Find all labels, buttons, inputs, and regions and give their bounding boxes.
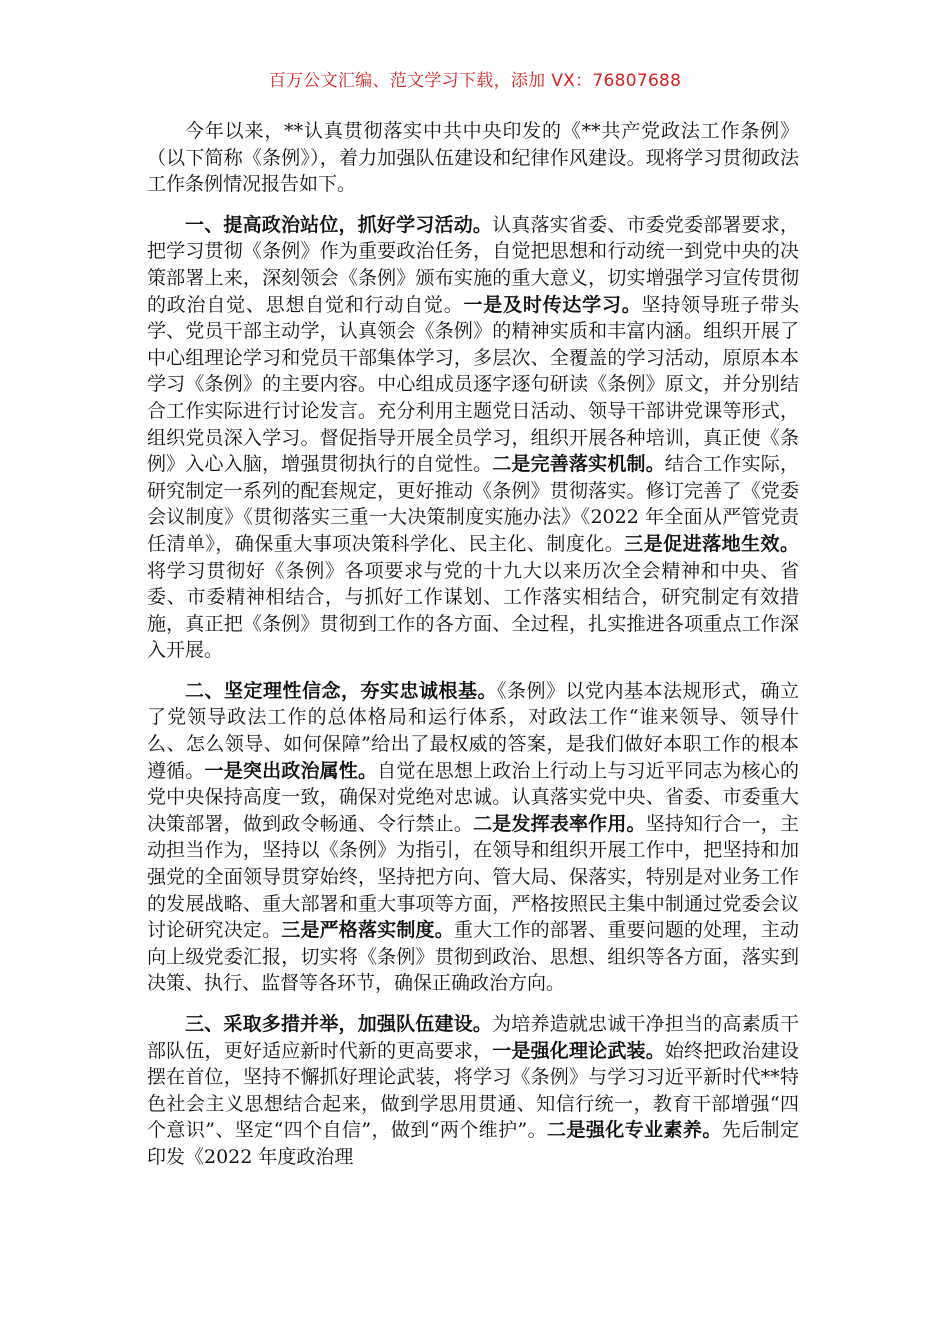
subpoint-heading: 三是严格落实制度。 [281, 919, 454, 942]
subpoint-heading: 二是完善落实机制。 [492, 453, 665, 476]
paragraph-text: 重大工作的部署、重要问题的处理，主动向上级党委汇报，切实将《条例》贯彻到政治、思想、组织等各方面，落实到决策、执行、监督等各环节，确保正确政治方向。 [147, 919, 799, 995]
paragraph-section-1 [147, 212, 799, 664]
paragraph-text: 始终把政治建设摆在首位，坚持不懈抓好理论武装，将学习《条例》与学习习近平新时代**特色社会主义思想结合起来，做到学思用贯通、知信行统一，教育干部增强“四个意识”、坚定“四个自信”，做到“两个维护”。 [147, 1039, 799, 1142]
paragraph-text: 《条例》以党内基本法规形式，确立了党领导政法工作的总体格局和运行体系，对政法工作“谁来领导、领导什么、怎么领导、如何保障”给出了最权威的答案，是我们做好本职工作的根本遵循。 [147, 679, 799, 782]
paragraph-text: 自觉在思想上政治上行动上与习近平同志为核心的党中央保持高度一致，确保对党绝对忠诚。认真落实党中央、省委、市委重大决策部署，做到政令畅通、令行禁止。 [147, 759, 799, 835]
subpoint-heading: 二是发挥表率作用。 [473, 812, 646, 835]
paragraph-text: 结合工作实际，研究制定一系列的配套规定，更好推动《条例》贯彻落实。修订完善了《党委会议制度》《贯彻落实三重一大决策制度实施办法》《2022 年全面从严管党责任清单》，确保重大事项决策科学化、民主化、制度化。 [147, 453, 799, 555]
paragraph-text: 今年以来，**认真贯彻落实中共中央印发的《**共产党政法工作条例》（以下简称《条例》），着力加强队伍建设和纪律作风建设。现将学习贯彻政法工作条例情况报告如下。 [147, 120, 799, 196]
section-heading: 一、提高政治站位，抓好学习活动。 [185, 213, 493, 236]
document-body [147, 118, 799, 1185]
paragraph-section-3 [147, 1011, 799, 1171]
paragraph-text: 坚持知行合一，主动担当作为，坚持以《条例》为指引，在领导和组织开展工作中，把坚持和加强党的全面领导贯穿始终，坚持把方向、管大局、保落实，特别是对业务工作的发展战略、重大部署和重大事项等方面，严格按照民主集中制通过党委会议讨论研究决定。 [147, 812, 799, 942]
subpoint-heading: 一是及时传达学习。 [463, 293, 642, 316]
paragraph-text: 先后制定印发《2022 年度政治理 [147, 1119, 799, 1168]
paragraph-section-2 [147, 678, 799, 997]
watermark-header: 百万公文汇编、范文学习下载，添加 VX：76807688 [268, 71, 682, 91]
paragraph-text: 将学习贯彻好《条例》各项要求与党的十九大以来历次全会精神和中央、省委、市委精神相结合，与抓好工作谋划、工作落实相结合，研究制定有效措施，真正把《条例》贯彻到工作的各方面、全过程，扎实推进各项重点工作深入开展。 [147, 559, 799, 662]
paragraph-intro [147, 118, 799, 198]
subpoint-heading: 三是促进落地生效。 [624, 532, 799, 555]
subpoint-heading: 二是强化专业素养。 [547, 1119, 722, 1142]
section-heading: 二、坚定理性信念，夯实忠诚根基。 [185, 679, 497, 702]
section-heading: 三、采取多措并举，加强队伍建设。 [185, 1013, 493, 1035]
paragraph-text: 坚持领导班子带头学、党员干部主动学，认真领会《条例》的精神实质和丰富内涵。组织开展了中心组理论学习和党员干部集体学习，多层次、全覆盖的学习活动，原原本本学习《条例》的主要内容。中心组成员逐字逐句研读《条例》原文，并分别结合工作实际进行讨论发言。充分利用主题党日活动、领导干部讲党课等形式，组织党员深入学习。督促指导开展全员学习，组织开展各种培训，真正使《条例》入心入脑，增强贯彻执行的自觉性。 [147, 293, 799, 476]
subpoint-heading: 一是强化理论武装。 [492, 1039, 665, 1062]
paragraph-text: 为培养造就忠诚干净担当的高素质干部队伍，更好适应新时代新的更高要求， [147, 1013, 799, 1062]
paragraph-text: 认真落实省委、市委党委部署要求，把学习贯彻《条例》作为重要政治任务，自觉把思想和行动统一到党中央的决策部署上来，深刻领会《条例》颁布实施的重大意义，切实增强学习宣传贯彻的政治自觉、思想自觉和行动自觉。 [147, 213, 799, 316]
subpoint-heading: 一是突出政治属性。 [204, 759, 378, 782]
